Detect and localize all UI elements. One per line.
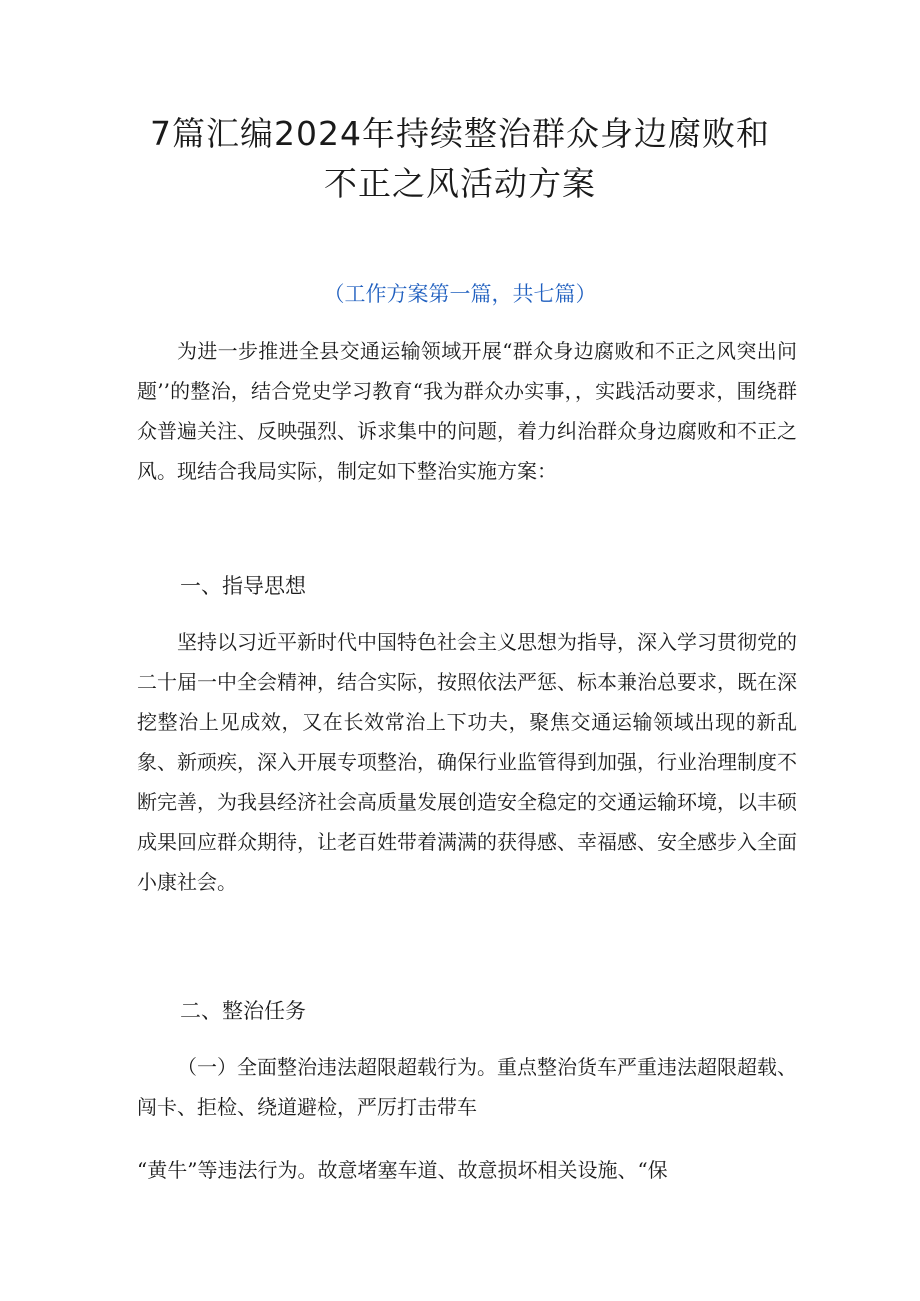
rectification-task-paragraph: （一）全面整治违法超限超载行为。重点整治货车严重违法超限超载、闯卡、拒检、绕道避检，严厉打击带车 — [137, 1055, 797, 1119]
guiding-thought-paragraph: 坚持以习近平新时代中国特色社会主义思想为指导，深入学习贯彻党的二十届一中全会精神，结合实际，按照依法严惩、标本兼治总要求，既在深挖整治上见成效，又在长效常治上下功夫，聚焦交通运输领域出现的新乱象、新顽疾，深入开展专项整治，确保行业监管得到加强，行业治理制度不断完善，为我县经济社会高质量发展创造安全稳定的交通运输环境，以丰硕成果回应群众期待，让老百姓带着满满的获得感、幸福感、安全感步入全面小康社会。 — [137, 630, 797, 894]
document-title-line-2: 不正之风活动方案 — [324, 164, 596, 203]
rectification-task-paragraph-continued: “黄牛”等违法行为。故意堵塞车道、故意损坏相关设施、“保 — [137, 1158, 668, 1182]
section-heading-guiding-thought: 一、指导思想 — [180, 574, 306, 598]
intro-paragraph: 为进一步推进全县交通运输领域开展“群众身边腐败和不正之风突出问题’’的整治，结合党史学习教育“我为群众办实事，，实践活动要求，围绕群众普遍关注、反映强烈、诉求集中的问题，着力纠治群众身边腐败和不正之风。现结合我局实际，制定如下整治实施方案： — [137, 339, 797, 483]
document-subtitle: （工作方案第一篇，共七篇） — [323, 282, 597, 306]
document-title-line-1: 7篇汇编2024年持续整治群众身边腐败和 — [150, 114, 770, 153]
section-heading-rectification-tasks: 二、整治任务 — [180, 999, 306, 1023]
